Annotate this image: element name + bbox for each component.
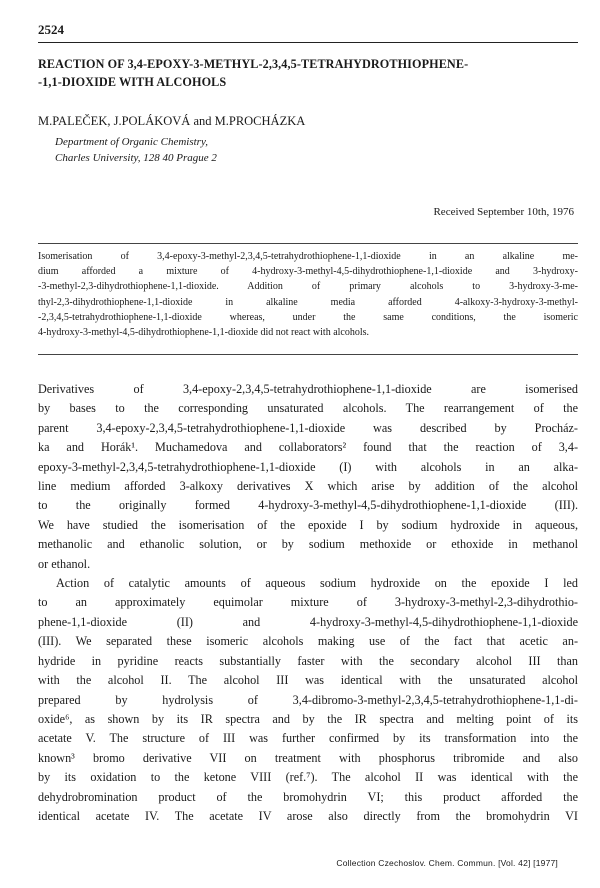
body-line: (III). We separated these isomeric alcohols making use of the fact that acetic an- [38, 634, 578, 649]
authors: M.PALEČEK, J.POLÁKOVÁ and M.PROCHÁZKA [38, 114, 306, 128]
affiliation-line: Department of Organic Chemistry, [55, 136, 208, 148]
body-line: line medium afforded 3-alkoxy derivatives X which arise by addition of the alcohol [38, 479, 578, 494]
body-line: Action of catalytic amounts of aqueous sodium hydroxide on the epoxide I led [56, 576, 578, 591]
body-line: to the originally formed 4-hydroxy-3-methyl-4,5-dihydrothiophene-1,1-dioxide (III). [38, 498, 578, 513]
affiliation-line: Charles University, 128 40 Prague 2 [55, 152, 217, 164]
body-line: identical acetate IV. The acetate IV arose also directly from the bromohydrin VI [38, 808, 578, 823]
body-line: by its oxidation to the ketone VIII (ref.⁷). The alcohol II was identical with the [38, 770, 578, 785]
body-line: phene-1,1-dioxide (II) and 4-hydroxy-3-methyl-4,5-dihydrothiophene-1,1-dioxide [38, 614, 578, 629]
title-line: -1,1-DIOXIDE WITH ALCOHOLS [38, 75, 227, 89]
abstract [38, 249, 578, 340]
abstract-line: -3-methyl-2,3-dihydrothiophene-1,1-dioxide. Addition of primary alcohols to 3-hydroxy-3-me- [38, 281, 578, 293]
article-title [38, 55, 578, 91]
body-line: Derivatives of 3,4-epoxy-2,3,4,5-tetrahydrothiophene-1,1-dioxide are isomerised [38, 382, 578, 396]
body-line: acetate V. The structure of III was further confirmed by its transformation into the [38, 731, 578, 746]
abstract-line: thyl-2,3-dihydrothiophene-1,1-dioxide in alkaline media afforded 4-alkoxy-3-hydroxy-3-methyl- [38, 296, 578, 308]
body-line: to an approximately equimolar mixture of 3-hydroxy-3-methyl-2,3-dihydrothio- [38, 595, 578, 610]
affiliation [55, 134, 217, 166]
received-date: Received September 10th, 1976 [433, 206, 574, 218]
title-line: REACTION OF 3,4-EPOXY-3-METHYL-2,3,4,5-TETRAHYDROTHIOPHENE- [38, 57, 469, 71]
body-line: by bases to the corresponding unsaturated alcohols. The rearrangement of the [38, 401, 578, 416]
journal-footer: Collection Czechoslov. Chem. Commun. [Vol. 42] [1977] [336, 858, 558, 868]
abstract-line: Isomerisation of 3,4-epoxy-3-methyl-2,3,4,5-tetrahydrothiophene-1,1-dioxide in an alkaline me- [38, 251, 578, 262]
body-line: ka and Horák¹. Muchamedova and collaborators² found that the reaction of 3,4- [38, 440, 578, 455]
page-number: 2524 [38, 22, 64, 37]
header-rule [38, 42, 578, 43]
abstract-line: 4-hydroxy-3-methyl-4,5-dihydrothiophene-1,1-dioxide did not react with alcohols. [38, 327, 370, 339]
body-line: known³ bromo derivative VII on treatment with phosphorus tribromide and also [38, 750, 578, 765]
abstract-line: dium afforded a mixture of 4-hydroxy-3-methyl-4,5-dihydrothiophene-1,1-dioxide and 3-hydroxy- [38, 266, 578, 278]
body-line: oxide⁶, as shown by its IR spectra and by the IR spectra and melting point of its [38, 711, 578, 726]
abstract-rule-top [38, 243, 578, 244]
abstract-line: -2,3,4,5-tetrahydrothiophene-1,1-dioxide whereas, under the same conditions, the isomeric [38, 311, 578, 323]
body-line: methanolic and ethanolic solution, or by sodium methoxide or ethoxide in methanol [38, 537, 578, 552]
abstract-rule-bottom [38, 354, 578, 355]
body-text [38, 380, 578, 826]
body-line: dehydrobromination product of the bromohydrin VI; this product afforded the [38, 789, 578, 804]
body-line: epoxy-3-methyl-2,3,4,5-tetrahydrothiophene-1,1-dioxide (I) with alcohols in an alka- [38, 459, 578, 474]
body-line: We have studied the isomerisation of the epoxide I by sodium hydroxide in aqueous, [38, 517, 578, 532]
body-line: prepared by hydrolysis of 3,4-dibromo-3-methyl-2,3,4,5-tetrahydrothiophene-1,1-di- [38, 692, 578, 707]
body-line: with the alcohol II. The alcohol III was identical with the unsaturated alcohol [38, 673, 578, 688]
body-line: or ethanol. [38, 556, 91, 571]
body-line: parent 3,4-epoxy-2,3,4,5-tetrahydrothiophene-1,1-dioxide was described by Procház- [38, 420, 578, 435]
body-line: hydride in pyridine reacts substantially faster with the secondary alcohol III than [38, 653, 578, 668]
